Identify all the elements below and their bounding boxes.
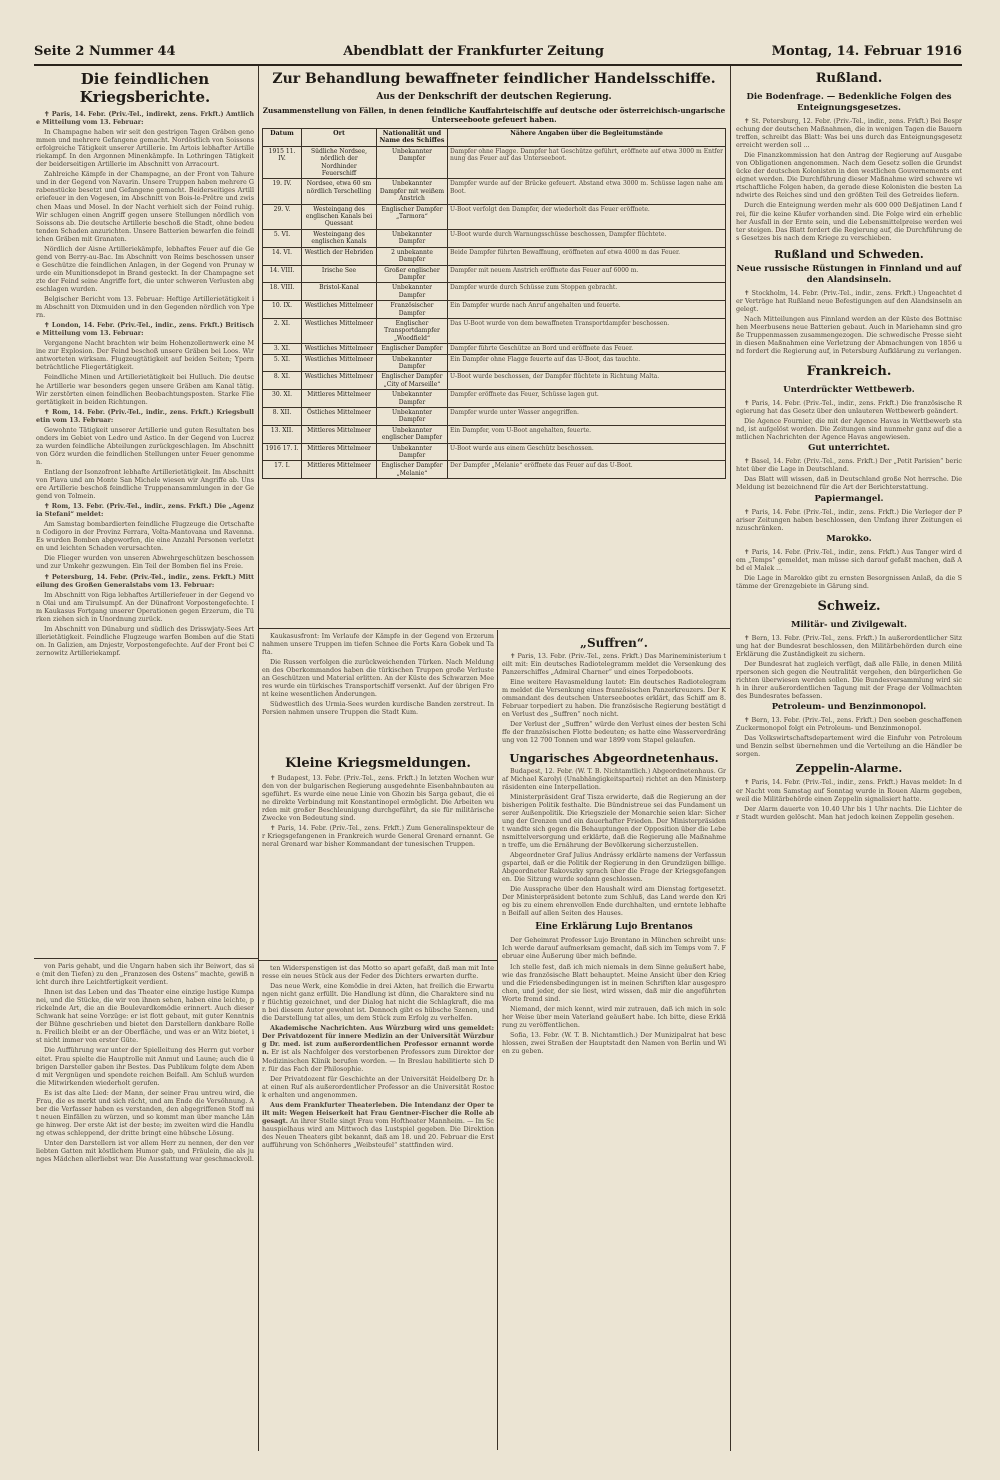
paragraph: Am Samstag bombardierten feindliche Flugzeuge die Ortschaften Codigoro in der Provinz Ferrara, Volta-Mantovana und Ravenna. Es wurden Bomben abgeworfen, die eine Anzahl Personen verletzten und leichten Schaden verursachten. <box>36 520 254 553</box>
column-header: Nähere Angaben über die Begleitumstände <box>448 129 726 147</box>
cell-date: 14. VI. <box>263 247 302 265</box>
cell-ship: Unbekannter Dampfer <box>377 229 448 247</box>
article-subtitle: Petroleum- und Benzinmonopol. <box>771 702 927 713</box>
article-enemy-reports: Die feindlichen Kriegsberichte. ✝ Paris, 14. Febr. (Priv.-Tel., indirekt, zens. Frkft.) Amtliche Mitteilung vom 13. Februar: In Champagne haben wir seit den gestrigen Tagen Gräben genommen und mehrere Gefangene gemacht. Nordöstlich von Soissons erfolgreiche Tätigkeit unserer Artillerie. Im Artois lebhafter Artilleriekampf. In den Argonnen Minenkämpfe. In Lothringen Tätigkeit der beiderseitigen Artillerie im Abschnitt von Arracourt. Zahlreiche Kämpfe in der Champagne, an der Front von Tahure und in der Gegend von Navarin. Unsere Truppen haben mehrere Grabenstücke besetzt und Gefangene gemacht. Beiderseitiges Artilleriefeuer in den Vogesen, im Abschnitt von Bois-le-Prêtre und zwischen Maas und Mosel. In der Nacht verhielt sich der Feind ruhig. Wir schlugen einen Angriff gegen unsere Stellungen nördlich von Soissons ab. Die deutsche Artillerie beschoß die Stadt, ohne bedeutenden Schaden anzurichten. Unsere Batterien bewarfen die feindlichen Gräben mit Granaten. Nördlich der Aisne Artilleriekämpfe, lebhaftes Feuer auf die Gegend von Berry-au-Bac. Im Abschnitt von Reims beschossen unsere Geschütze die feindlichen Anlagen, in der Gegend von Prunay wurde ein Munitionsdepot in Brand gesteckt. In der Champagne setzte der Feind seine Angriffe fort, die unter schweren Verlusten abgeschlagen wurden. Belgischer Bericht vom 13. Februar: Heftige Artillerietätigkeit im Abschnitt von Dixmuiden und in den Gegenden nördlich von Ypern. ✝ London, 14. Febr. (Priv.-Tel., indir., zens. Frkft.) Britische Mitteilung vom 13. Februar: Vergangene Nacht brachten wir beim Hohenzollernwerk eine Mine zur Explosion. Der Feind beschoß unsere Gräben bei Loos. Wir antworteten wirksam. Flugzeugtätigkeit auf beiden Seiten; Ypern beträchtliche Fliegertätigkeit. Feindliche Minen und Artillerietätigkeit bei Hulluch. Die deutsche Artillerie war besonders gegen unsere Gräben am Kanal tätig. Wir zerstörten einen feindlichen Beobachtungsposten. Starke Fliegertätigkeit in beiden Richtungen. ✝ Rom, 14. Febr. (Priv.-Tel., indir., zens. Frkft.) Kriegsbulletin vom 13. Februar: Gewohnte Tätigkeit unserer Artillerie und guten Resultaten besonders im Gebiet von Ledro und Astico. In der Gegend von Lucrezza wurden feindliche Abteilungen zurückgeschlagen. Im Abschnitt von Görz wurden die feindlichen Stellungen unter Feuer genommen. Entlang der Isonzofront lebhafte Artillerietätigkeit. Im Abschnitt von Plava und am Monte San Michele wiesen wir Angriffe ab. Unsere Artillerie beschoß feindliche Truppenansammlungen in der Gegend von Tolmein. ✝ Rom, 13. Febr. (Priv.-Tel., indir., zens. Frkft.) Die „Agenzia Stefani“ meldet: Am Samstag bombardierten feindliche Flugzeuge die Ortschaften Codigoro in der Provinz Ferrara, Volta-Mantovana und Ravenna. Es wurden Bomben abgeworfen, die eine Anzahl Personen verletzten und leichten Schaden verursachten. Die Flieger wurden von unseren Abwehrgeschützen beschossen und zur Umkehr gezwungen. Ein Teil der Bomben fiel ins Freie. ✝ Petersburg, 14. Febr. (Priv.-Tel., indir., zens. Frkft.) Mitteilung des Großen Generalstabs vom 13. Februar: Im Abschnitt von Riga lebhaftes Artilleriefeuer in der Gegend von Olai und am Tirulsumpf. An der Dünafront Vorpostengefechte. Im Kaukasus Fortgang unserer Operationen gegen Erzerum, die Türken ziehen sich in Unordnung zurück. Im Abschnitt von Dünaburg und südlich des Drisswjaty-Sees Artillerietätigkeit. Feindliche Flugzeuge warfen Bomben auf die Station. In Galizien, am Dnjestr, Vorpostengefechte. Auf der Front bei Czernowitz Artilleriekampf. <box>36 70 254 657</box>
paragraph: ✝ Paris, 13. Febr. (Priv.-Tel., zens. Frkft.) Das Marineministerium teilt mit: Ein deutsches Radiotelegramm meldet die Versenkung des Panzerschiffes „Admiral Charner“ und eines Torpedoboots. <box>502 652 726 677</box>
table-row <box>263 204 726 229</box>
table-row <box>263 247 726 265</box>
cell-note: Dampfer mit neuem Anstrich eröffnete das Feuer auf 6000 m. <box>448 265 726 283</box>
paragraph: ✝ Budapest, 13. Febr. (Priv.-Tel., zens. Frkft.) In letzten Wochen wurden von der bulgarischen Regierung ausgedehnte Eisenbahnbauten ausgeführt. <box>262 774 494 799</box>
cell-date: 18. VIII. <box>263 283 302 301</box>
cell-date: 8. XI. <box>263 372 302 390</box>
table-row <box>263 372 726 390</box>
cell-note: Ein Dampfer, vom U-Boot angehalten, feuerte. <box>448 425 726 443</box>
article-subtitle: Die Bodenfrage. — Bedenkliche Folgen des Enteignungsgesetzes. <box>746 92 952 113</box>
cell-place: Bristol-Kanal <box>302 283 377 301</box>
article-subtitle: Marokko. <box>826 533 872 544</box>
dateline: ✝ Petersburg, 14. Febr. (Priv.-Tel., indir., zens. Frkft.) Mitteilung des Großen Generalstabs vom 13. Februar: <box>36 572 254 589</box>
cell-note: Dampfer eröffnete das Feuer, Schüsse lagen gut. <box>448 390 726 408</box>
cell-date: 5. VI. <box>263 229 302 247</box>
cell-ship: Unbekannter Dampfer <box>377 354 448 372</box>
cell-note: U-Boot wurde durch Warnungsschüsse beschossen, Dampfer flüchtete. <box>448 229 726 247</box>
cell-place: Östliches Mittelmeer <box>302 408 377 426</box>
table-row <box>263 318 726 343</box>
section-title: Rußland. <box>815 71 883 86</box>
cell-ship: Französischer Dampfer <box>377 301 448 319</box>
cell-place: Irische See <box>302 265 377 283</box>
cell-date: 8. XII. <box>263 408 302 426</box>
cell-note: Ein Dampfer wurde nach Anruf angehalten und feuerte. <box>448 301 726 319</box>
cell-note: Das U-Boot wurde von dem bewaffneten Transportdampfer beschossen. <box>448 318 726 343</box>
cell-note: Dampfer wurde unter Wasser angegriffen. <box>448 408 726 426</box>
article-subtitle: Neue russische Rüstungen in Finnland und auf den Alandsinseln. <box>736 263 962 285</box>
dateline: ✝ Rom, 13. Febr. (Priv.-Tel., indir., zens. Frkft.) Die „Agenzia Stefani“ meldet: <box>36 502 254 519</box>
section-rule <box>258 960 497 961</box>
dateline: ✝ Rom, 14. Febr. (Priv.-Tel., indir., zens. Frkft.) Kriegsbulletin vom 13. Februar: <box>36 407 254 424</box>
table-row <box>263 390 726 408</box>
cell-date: 19. IV. <box>263 179 302 204</box>
cell-date: 1916 17. I. <box>263 443 302 461</box>
cell-ship: Unbekannter englischer Dampfer <box>377 425 448 443</box>
article-title: Zur Behandlung bewaffneter feindlicher Handelsschiffe. <box>272 71 716 87</box>
paragraph: Belgischer Bericht vom 13. Februar: Heftige Artillerietätigkeit im Abschnitt von Dixmuiden und in den Gegenden nördlich von Ypern. <box>36 295 254 320</box>
dateline: ✝ Paris, 14. Febr. (Priv.-Tel., indirekt, zens. Frkft.) Amtliche Mitteilung vom 13. Februar: <box>36 110 254 127</box>
cell-place: Westliches Mittelmeer <box>302 344 377 354</box>
table-row <box>263 283 726 301</box>
paragraph: ✝ Paris, 14. Febr. (Priv.-Tel., indir., zens. Frkft.) Die Verleger der Pariser Zeitungen haben beschlossen, den Umfang ihrer Zeitungen einzuschränken. <box>736 507 962 532</box>
paragraph: ✝ Paris, 14. Febr. (Priv.-Tel., zens. Frkft.) Zum Generalinspekteur der Kriegsgefangenen in Frankreich wurde General Grenard ernannt. <box>262 824 494 841</box>
cell-ship: Englischer Dampfer „Melanie“ <box>377 461 448 479</box>
cell-ship: Englischer Dampfer „Tarmora“ <box>377 204 448 229</box>
cell-place: Mittleres Mittelmeer <box>302 425 377 443</box>
paragraph: ten Widerspenstigen ist das Motto so apart gefaßt, daß man mit Interesse ein neues Stück aus der Feder des Dichters erwarten durfte. <box>262 964 494 981</box>
cell-place: Westliches Mittelmeer <box>302 301 377 319</box>
paragraph: Im Abschnitt von Riga lebhaftes Artilleriefeuer in der Gegend von Olai und am Tirulsumpf. An der Dünafront Vorpostengefechte. Im Kaukasus Fortgang unserer Operationen gegen Erzerum, die Türken ziehen sich in Unordnung zurück. <box>36 590 254 623</box>
cell-note: Dampfer wurde durch Schüsse zum Stoppen gebracht. <box>448 283 726 301</box>
cell-date: 13. XII. <box>263 425 302 443</box>
cell-date: 1915 11. IV. <box>263 146 302 179</box>
article-armed-merchant-ships <box>262 68 726 626</box>
cell-note: Ein Dampfer ohne Flagge feuerte auf das U-Boot, das tauchte. <box>448 354 726 372</box>
column-rule <box>258 66 259 1451</box>
cell-ship: Unbekannter Dampfer mit weißem Anstrich <box>377 179 448 204</box>
table-row <box>263 146 726 179</box>
cell-place: Mittleres Mittelmeer <box>302 443 377 461</box>
paragraph: ✝ Paris, 14. Febr. (Priv.-Tel., indir., zens. Frkft.) Die französische Regierung hat das Gesetz über den unlauteren Wettbewerb geändert. <box>736 399 962 416</box>
paragraph: ✝ Bern, 13. Febr. (Priv.-Tel., zens. Frkft.) In außerordentlicher Sitzung hat der Bundesrat beschlossen, den Militärbehörden durch eine Erklärung die Zuständigkeit zu sichern. <box>736 633 962 658</box>
paragraph: In Champagne haben wir seit den gestrigen Tagen Gräben genommen und mehrere Gefangene gemacht. Nordöstlich von Soissons erfolgreiche Tätigkeit unserer Artillerie. Im Artois lebhafter Artilleriekampf. In den Argonnen Minenkämpfe. In Lothringen Tätigkeit der beiderseitigen Artillerie im Abschnitt von Arracourt. <box>36 128 254 169</box>
table-header-row <box>263 129 726 147</box>
cell-place: Südliche Nordsee, nördlich der Nordhinder Feuerschiff <box>302 146 377 179</box>
column-header: Datum <box>263 129 302 147</box>
cell-ship: Großer englischer Dampfer <box>377 265 448 283</box>
article-title: Eine Erklärung Lujo Brentanos <box>535 922 693 933</box>
article-subtitle: Papiermangel. <box>814 493 884 504</box>
paragraph: ✝ Stockholm, 14. Febr. (Priv.-Tel., indir., zens. Frkft.) Ungeachtet der Verträge hat Rußland neue Befestigungen auf den Alandsinseln angelegt. <box>736 288 962 313</box>
article-intro: Zusammenstellung von Fällen, in denen feindliche Kauffahrteischiffe auf deutsche oder österreichisch-ungarische Unterseeboote gefeuert haben. <box>262 106 726 124</box>
paragraph: Budapest, 12. Febr. (W. T. B. Nichtamtlich.) Abgeordnetenhaus. Graf Michael Karolyi (Unabhängigkeitspartei) richtet an den Ministerpräsidenten eine Interpellation. <box>502 766 726 791</box>
article-subtitle: Aus der Denkschrift der deutschen Regierung. <box>376 92 612 102</box>
incident-table <box>262 128 726 479</box>
cell-place: Mittleres Mittelmeer <box>302 461 377 479</box>
section-title: Frankreich. <box>806 364 892 380</box>
table-row <box>263 265 726 283</box>
table-row <box>263 443 726 461</box>
section-rule <box>34 958 258 959</box>
paragraph: ✝ St. Petersburg, 12. Febr. (Priv.-Tel., indir., zens. Frkft.) Bei Besprechung der deutschen Maßnahmen, die in wenigen Tagen die Bauern treffen, schreibt das Blatt: Was bei uns durch das Enteignungsgesetz erreicht werden soll ... <box>736 117 962 150</box>
article-subtitle: Unterdrückter Wettbewerb. <box>783 385 915 396</box>
cell-date: 17. I. <box>263 461 302 479</box>
masthead-rule <box>34 64 962 66</box>
cell-ship: Unbekannter Dampfer <box>377 408 448 426</box>
column-header: Ort <box>302 129 377 147</box>
cell-note: Beide Dampfer führten Bewaffnung, eröffneten auf etwa 4000 m das Feuer. <box>448 247 726 265</box>
table-row <box>263 425 726 443</box>
paragraph: ✝ Bern, 13. Febr. (Priv.-Tel., zens. Frkft.) Den soeben geschaffenen Zuckermonopol folgt ein Petroleum- und Benzinmonopol. <box>736 716 962 733</box>
table-row <box>263 354 726 372</box>
paper-title: Abendblatt der Frankfurter Zeitung <box>343 44 604 59</box>
article-subtitle: Militär- und Zivilgewalt. <box>791 619 907 630</box>
cell-date: 29. V. <box>263 204 302 229</box>
cell-date: 14. VIII. <box>263 265 302 283</box>
cell-place: Nordsee, etwa 60 sm nördlich Terschelling <box>302 179 377 204</box>
dateline: ✝ London, 14. Febr. (Priv.-Tel., indir., zens. Frkft.) Britische Mitteilung vom 13. Februar: <box>36 321 254 338</box>
cell-date: 30. XI. <box>263 390 302 408</box>
paragraph: Kaukasusfront: Im Verlaufe der Kämpfe in der Gegend von Erzerum nahmen unsere Truppen im tiefen Schnee die Forts Kara Gobek und Tafta. <box>262 632 494 657</box>
table-row <box>263 408 726 426</box>
table-row <box>263 461 726 479</box>
cell-place: Westliches Mittelmeer <box>302 318 377 343</box>
article-title: „Suffren“. <box>580 636 648 650</box>
cell-ship: Unbekannter Dampfer <box>377 390 448 408</box>
cell-note: U-Boot wurde beschossen, der Dampfer flüchtete in Richtung Malta. <box>448 372 726 390</box>
masthead <box>34 44 962 62</box>
cell-place: Westeingang des englischen Kanals bei Quessant <box>302 204 377 229</box>
cell-date: 2. XI. <box>263 318 302 343</box>
cell-place: Westlich der Hebriden <box>302 247 377 265</box>
cell-ship: Unbekannter Dampfer <box>377 146 448 179</box>
page-number: Seite 2 Nummer 44 <box>34 44 176 59</box>
feuilleton-part-a: von Paris gehabt, und die Ungarn haben sich ihr Beiwort, das sie (mit den Tiefen) zu den „Franzosen des Ostens“ machte, gewiß nicht durch ihre Leichtfertigkeit verdient. Ihnen ist das Leben und das Theater eine einzige lustige Kumpanei, und die Stücke, die wir von ihnen sehen, haben eine leichte, prickelnde Art, die an die Boulevardkomödie erinnert. Auch dieser Schwank hat seine Vorzüge: er ist flott gebaut, mit guter Kenntnis der Bühne geschrieben und bietet den Darstellern dankbare Rollen. Freilich bleibt er an der Oberfläche, und was er an Witz bietet, ist nicht immer von erster Güte. Die Aufführung war unter der Spielleitung des Herrn gut vorbereitet. Frau spielte die Hauptrolle mit Anmut und Laune; auch die übrigen Darsteller gaben ihr Bestes. Das Publikum folgte dem Abend mit Vergnügen und spendete reichen Beifall. Am Schluß wurden die Mitwirkenden wiederholt gerufen. Es ist das alte Lied: der Mann, der seiner Frau untreu wird, die Frau, die es merkt und sich rächt, und am Ende die Versöhnung. Aber die Verfasser haben es verstanden, den abgegriffenen Stoff mit neuen Einfällen zu würzen, und so kommt man über manche Länge hinweg. Der erste Akt ist der beste; im zweiten wird die Handlung etwas schleppend, der dritte bringt eine hübsche Lösung. Unter den Darstellern ist vor allem Herr zu nennen, der den verliebten Gatten mit köstlichem Humor gab, und Fräulein, die als junges Mädchen allerliebst war. Die Ausstattung war geschmackvoll. <box>36 962 254 1164</box>
table-row <box>263 229 726 247</box>
cell-date: 10. IX. <box>263 301 302 319</box>
article-title: Die feindlichen Kriegsberichte. <box>79 70 211 106</box>
cell-place: Westeingang des englischen Kanals <box>302 229 377 247</box>
article-title: Ungarisches Abgeordnetenhaus. <box>509 750 719 765</box>
cell-date: 3. XI. <box>263 344 302 354</box>
article-column-four: „Suffren“. ✝ Paris, 13. Febr. (Priv.-Tel., zens. Frkft.) Das Marineministerium teilt mit: Ein deutsches Radiotelegramm meldet die Versenkung des Panzerschiffes „Admiral Charner“ und eines Torpedoboots. Eine weitere Havasmeldung lautet: Ein deutsches Radiotelegramm meldet die Versenkung eines französischen Panzerkreuzers. Der Kommandant des deutschen Unterseebootes erklärt, das Schiff am 8. Februar torpediert zu haben. Die französische Regierung bestätigt den Verlust des „Suffren“ noch nicht. Der Verlust der „Suffren“ würde den Verlust eines der besten Schiffe der französischen Flotte bedeuten; es hatte eine Wasserverdrängung von 12 700 Tonnen und war 1899 vom Stapel gelaufen. Ungarisches Abgeordnetenhaus. Budapest, 12. Febr. (W. T. B. Nichtamtlich.) Abgeordnetenhaus. Graf Michael Karolyi (Unabhängigkeitspartei) richtet an den Ministerpräsidenten eine Interpellation. Ministerpräsident Graf Tisza erwiderte, daß die Regierung an der bisherigen Politik festhalte. Die Bündnistreue sei das Fundament unserer Außenpolitik. Die Kriegsziele der Monarchie seien klar: Sicherung der Grenzen und ein dauerhafter Frieden. Der Ministerpräsident wandte sich gegen die Behauptungen der Opposition über die Lebensmittelversorgung und erklärte, daß die Regierung alle Maßnahmen treffe, um die Ernährung der Bevölkerung sicherzustellen. Abgeordneter Graf Julius Andrássy erklärte namens der Verfassungspartei, daß er die Politik der Regierung in den Grundzügen billige. Abgeordneter Rakovszky sprach über die Frage der Kriegsgefangenen. Die Sitzung wurde sodann geschlossen. Die Aussprache über den Haushalt wird am Dienstag fortgesetzt. Der Ministerpräsident betonte zum Schluß, das Land werde den Krieg bis zu einem ehrenvollen Ende durchhalten, und erntete lebhaften Beifall auf allen Seiten des Hauses. Eine Erklärung Lujo Brentanos Der Geheimrat Professor Lujo Brentano in München schreibt uns: Ich werde darauf aufmerksam gemacht, daß sich im Temps vom 7. Februar eine Äußerung über mich befinde. Ich stelle fest, daß ich mich niemals in dem Sinne geäußert habe, wie das französische Blatt behauptet. Meine Ansicht über den Krieg und die Friedensbedingungen ist in meinen Schriften klar ausgesprochen, und jeder, der sie liest, wird wissen, daß mir die angeführten Worte fremd sind. Niemand, der mich kennt, wird mir zutrauen, daß ich mich in solcher Weise über mein Vaterland geäußert habe. Ich bitte, diese Erklärung zu veröffentlichen. Sofia, 13. Febr. (W. T. B. Nichtamtlich.) Der Munizipalrat hat beschlossen, zwei Straßen der Hauptstadt den Namen von Berlin und Wien zu geben. <box>502 636 726 1055</box>
paragraph: ✝ Paris, 14. Febr. (Priv.-Tel., indir., zens. Frkft.) Aus Tanger wird dem „Temps“ gemeldet, man müsse sich darauf gefaßt machen, daß Abd el Malek ... <box>736 547 962 572</box>
cell-note: Dampfer ohne Flagge. Dampfer hat Geschütze geführt, eröffnete auf etwa 3000 m Entfernung das Feuer auf das Unterseeboot. <box>448 146 726 179</box>
paragraph: Der Geheimrat Professor Lujo Brentano in München schreibt uns: Ich werde darauf aufmerksam gemacht, daß sich im Temps vom 7. Februar eine Äußerung über mich befinde. <box>502 936 726 961</box>
article-subtitle: Gut unterrichtet. <box>808 443 890 454</box>
cell-note: Dampfer führte Geschütze an Bord und eröffnete das Feuer. <box>448 344 726 354</box>
section-title: Schweiz. <box>817 598 881 614</box>
cell-place: Westliches Mittelmeer <box>302 354 377 372</box>
cell-note: U-Boot wurde aus einem Geschütz beschossen. <box>448 443 726 461</box>
cell-ship: Unbekannter Dampfer <box>377 283 448 301</box>
cell-note: U-Boot verfolgt den Dampfer, der wiederholt das Feuer eröffnete. <box>448 204 726 229</box>
column-rule <box>497 630 498 1450</box>
paragraph: Akademische Nachrichten. Aus Würzburg wird uns gemeldet: Der Privatdozent für innere Medizin an der Universität Würzburg Dr. med. ist zum außerordentlichen Professor ernannt worden. <box>262 1024 494 1057</box>
cell-place: Mittleres Mittelmeer <box>302 390 377 408</box>
article-column-five: Rußland. Die Bodenfrage. — Bedenkliche Folgen des Enteignungsgesetzes. ✝ St. Petersburg, 12. Febr. (Priv.-Tel., indir., zens. Frkft.) Bei Besprechung der deutschen Maßnahmen, die in wenigen Tagen die Bauern treffen, schreibt das Blatt: Was bei uns durch das Enteignungsgesetz erreicht werden soll ... Die Finanzkommission hat den Antrag der Regierung auf Ausgabe von Obligationen angenommen. Nach dem Gesetz sollen die Grundstücke der deutschen Kolonisten in den westlichen Gouvernements enteignet werden. Die Durchführung dieser Maßnahme wird schwere wirtschaftliche Folgen haben, da gerade diese Kolonisten die besten Landwirte des Reiches sind und den größten Teil des Getreides liefern. Durch die Enteignung werden mehr als 600 000 Deßjatinen Land frei, für die keine Käufer vorhanden sind. Die Folge wird ein erheblicher Ausfall in der Ernte sein, und die Lebensmittelpreise werden weiter steigen. Das Blatt fordert die Regierung auf, die Durchführung des Gesetzes bis nach dem Kriege zu verschieben. Rußland und Schweden. Neue russische Rüstungen in Finnland und auf den Alandsinseln. ✝ Stockholm, 14. Febr. (Priv.-Tel., indir., zens. Frkft.) Ungeachtet der Verträge hat Rußland neue Befestigungen auf den Alandsinseln angelegt. Nach Mitteilungen aus Finnland werden an der Küste des Bottnischen Meerbusens neue Batterien gebaut. Auch in Mariehamn sind große Truppenmassen zusammengezogen. Die schwedische Presse sieht in diesen Maßnahmen eine Verletzung der Abmachungen von 1856 und fordert die Regierung auf, in Petersburg Aufklärung zu verlangen. Frankreich. Unterdrückter Wettbewerb. ✝ Paris, 14. Febr. (Priv.-Tel., indir., zens. Frkft.) Die französische Regierung hat das Gesetz über den unlauteren Wettbewerb geändert. Die Agence Fournier, die mit der Agence Havas in Wettbewerb stand, ist aufgelöst worden. Die Zeitungen sind nunmehr ganz auf die amtlichen Nachrichten der Agence Havas angewiesen. Gut unterrichtet. ✝ Basel, 14. Febr. (Priv.-Tel., zens. Frkft.) Der „Petit Parisien“ berichtet über die Lage in Deutschland. Das Blatt will wissen, daß in Deutschland große Not herrsche. Die Meldung ist bezeichnend für die Art der Berichterstattung. Papiermangel. ✝ Paris, 14. Febr. (Priv.-Tel., indir., zens. Frkft.) Die Verleger der Pariser Zeitungen haben beschlossen, den Umfang ihrer Zeitungen einzuschränken. Marokko. ✝ Paris, 14. Febr. (Priv.-Tel., indir., zens. Frkft.) Aus Tanger wird dem „Temps“ gemeldet, man müsse sich darauf gefaßt machen, daß Abd el Malek ... Die Lage in Marokko gibt zu ernsten Besorgnissen Anlaß, da die Stämme der Grenzgebiete in Gärung sind. Schweiz. Militär- und Zivilgewalt. ✝ Bern, 13. Febr. (Priv.-Tel., zens. Frkft.) In außerordentlicher Sitzung hat der Bundesrat beschlossen, den Militärbehörden durch eine Erklärung die Zuständigkeit zu sichern. Der Bundesrat hat zugleich verfügt, daß alle Fälle, in denen Militärpersonen sich gegen die Neutralität vergehen, den bürgerlichen Gerichten überwiesen werden sollen. Die Bundesversammlung wird sich in ihrer außerordentlichen Tagung mit der Frage der Vollmachten des Bundesrates befassen. Petroleum- und Benzinmonopol. ✝ Bern, 13. Febr. (Priv.-Tel., zens. Frkft.) Den soeben geschaffenen Zuckermonopol folgt ein Petroleum- und Benzinmonopol. Das Volkswirtschaftsdepartement wird die Einfuhr von Petroleum und Benzin selbst übernehmen und die Verteilung an die Händler besorgen. Zeppelin-Alarme. ✝ Paris, 14. Febr. (Priv.-Tel., indir., zens. Frkft.) Havas meldet: In der Nacht vom Samstag auf Sonntag wurde in Rouen Alarm gegeben, weil die Militärbehörde einen Zeppelin signalisiert hatte. Der Alarm dauerte von 10.40 Uhr bis 1 Uhr nachts. Die Lichter der Stadt wurden gelöscht. Man hat jedoch keinen Zeppelin gesehen. <box>736 71 962 821</box>
feuilleton-part-b: ten Widerspenstigen ist das Motto so apart gefaßt, daß man mit Interesse ein neues Stück aus der Feder des Dichters erwarten durfte. Das neue Werk, eine Komödie in drei Akten, hat freilich die Erwartungen nicht ganz erfüllt. Die Handlung ist dünn, die Charaktere sind nur flüchtig gezeichnet, und der Dialog hat nicht die Schlagkraft, die man bei diesem Autor gewohnt ist. Dennoch gibt es hübsche Szenen, und die Darstellung tat alles, um dem Stück zum Erfolg zu verhelfen. Akademische Nachrichten. Aus Würzburg wird uns gemeldet: Der Privatdozent für innere Medizin an der Universität Würzburg Dr. med. ist zum außerordentlichen Professor ernannt worden. Er ist als Nachfolger des verstorbenen Professors zum Direktor der Medizinischen Klinik berufen worden. — In Breslau habilitierte sich Dr. für das Fach der Philosophie. Der Privatdozent für Geschichte an der Universität Heidelberg Dr. hat einen Ruf als außerordentlicher Professor an die Universität Rostock erhalten und angenommen. Aus dem Frankfurter Theaterleben. Die Intendanz der Oper teilt mit: Wegen Heiserkeit hat Frau Gentner-Fischer die Rolle abgesagt. An ihrer Stelle singt Frau vom Hoftheater Mannheim. — Im Schauspielhaus wird am Mittwoch das Lustspiel gegeben. Die Direktion des Neuen Theaters gibt bekannt, daß am 18. und 20. Februar die Erstaufführung von Schönherrs „Weibsteufel“ stattfinden wird. <box>262 964 494 1149</box>
article-kaukasus: Kaukasusfront: Im Verlaufe der Kämpfe in der Gegend von Erzerum nahmen unsere Truppen im tiefen Schnee die Forts Kara Gobek und Tafta. Die Russen verfolgen die zurückweichenden Türken. Nach Meldungen des Oberkommandos haben die türkischen Truppen große Verluste an Geschützen und Material erlitten. An der Küste des Schwarzen Meeres wurde ein türkisches Transportschiff versenkt. Auf der übrigen Front keine wesentlichen Änderungen. Südwestlich des Urmia-Sees wurden kurdische Banden zerstreut. In Persien nahmen unsere Truppen die Stadt Kum. <box>262 632 494 717</box>
cell-date: 5. XI. <box>263 354 302 372</box>
cell-ship: Englischer Transportdampfer „Woodfield“ <box>377 318 448 343</box>
cell-note: Der Dampfer „Melanie“ eröffnete das Feuer auf das U-Boot. <box>448 461 726 479</box>
issue-date: Montag, 14. Februar 1916 <box>771 44 962 59</box>
paragraph: Vergangene Nacht brachten wir beim Hohenzollernwerk eine Mine zur Explosion. Der Feind beschoß unsere Gräben bei Loos. Wir antworteten wirksam. Flugzeugtätigkeit auf beiden Seiten; Ypern beträchtliche Fliegertätigkeit. <box>36 339 254 372</box>
paragraph: Sofia, 13. Febr. (W. T. B. Nichtamtlich.) Der Munizipalrat hat beschlossen, zwei Straßen der Hauptstadt den Namen von Berlin und Wien zu geben. <box>502 1030 726 1055</box>
table-row <box>263 344 726 354</box>
paragraph: ✝ Paris, 14. Febr. (Priv.-Tel., indir., zens. Frkft.) Havas meldet: In der Nacht vom Samstag auf Sonntag wurde in Rouen Alarm gegeben, weil die Militärbehörde einen Zeppelin signalisiert hatte. <box>736 778 962 803</box>
column-rule <box>730 66 731 1451</box>
cell-place: Westliches Mittelmeer <box>302 372 377 390</box>
paragraph: von Paris gehabt, und die Ungarn haben sich ihr Beiwort, das sie (mit den Tiefen) zu den „Franzosen des Ostens“ machte, gewiß nicht durch ihre Leichtfertigkeit verdient. <box>36 962 254 987</box>
paragraph: ✝ Basel, 14. Febr. (Priv.-Tel., zens. Frkft.) Der „Petit Parisien“ berichtet über die Lage in Deutschland. <box>736 457 962 474</box>
section-rule <box>258 628 730 629</box>
cell-ship: Englischer Dampfer <box>377 344 448 354</box>
cell-ship: Unbekannter Dampfer <box>377 443 448 461</box>
article-title: Kleine Kriegsmeldungen. <box>285 756 471 771</box>
table-row <box>263 179 726 204</box>
paragraph: Gewohnte Tätigkeit unserer Artillerie und guten Resultaten besonders im Gebiet von Ledro und Astico. In der Gegend von Lucrezza wurden feindliche Abteilungen zurückgeschlagen. Im Abschnitt von Görz wurden die feindlichen Stellungen unter Feuer genommen. <box>36 425 254 466</box>
section-title: Rußland und Schweden. <box>774 247 924 261</box>
section-title: Zeppelin-Alarme. <box>795 762 903 776</box>
table-row <box>263 301 726 319</box>
cell-note: Dampfer wurde auf der Brücke gefeuert. Abstand etwa 3000 m. Schüsse lagen nahe am Boot. <box>448 179 726 204</box>
article-small-war-reports: Kleine Kriegsmeldungen. ✝ Budapest, 13. Febr. (Priv.-Tel., zens. Frkft.) In letzten Wochen wurden von der bulgarischen Regierung ausgedehnte Eisenbahnbauten ausgeführt. Es wurde eine neue Linie von Ghozin bis Sarga gebaut, die eine direkte Verbindung mit Konstantinopel ermöglicht. Die Arbeiten wurden mit großer Beschleunigung durchgeführt, da sie für militärische Zwecke von Bedeutung sind. ✝ Paris, 14. Febr. (Priv.-Tel., zens. Frkft.) Zum Generalinspekteur der Kriegsgefangenen in Frankreich wurde General Grenard ernannt. General Grenard war bisher Kommandant der tunesischen Truppen. <box>262 756 494 849</box>
cell-ship: Englischer Dampfer „City of Marseille“ <box>377 372 448 390</box>
paragraph: Aus dem Frankfurter Theaterleben. Die Intendanz der Oper teilt mit: Wegen Heiserkeit hat Frau Gentner-Fischer die Rolle abgesagt. <box>262 1100 494 1125</box>
cell-ship: 2 unbekannte Dampfer <box>377 247 448 265</box>
column-header: Nationalität und Name des Schiffes <box>377 129 448 147</box>
